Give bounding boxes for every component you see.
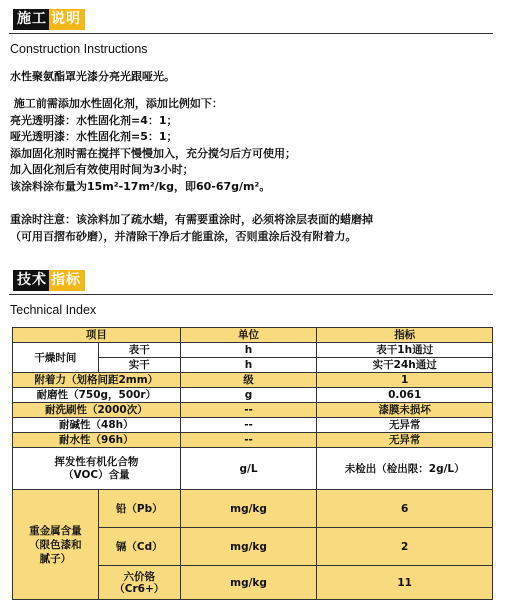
dry-surface-value: 表干1h通过	[317, 343, 493, 358]
chromium-value: 11	[317, 566, 493, 600]
voc-label-line2: （VOC）含量	[63, 468, 130, 481]
recoat-note-line: 重涂时注意：该涂料加了疏水蜡，有需要重涂时，必须将涂层表面的蜡磨掉	[10, 213, 373, 226]
header-item: 项目	[13, 328, 181, 343]
instruction-line: 哑光透明漆：水性固化剂=5：1；	[10, 130, 178, 143]
heavy-metal-line1: 重金属含量	[29, 524, 82, 537]
abrasion-unit: g	[180, 388, 317, 403]
header-unit: 单位	[180, 328, 317, 343]
section-subtitle-technical: Technical Index	[10, 303, 97, 317]
section-title-tag	[9, 9, 90, 30]
lead-label: 铅（Pb）	[98, 490, 180, 528]
scrub-value: 漆膜未损坏	[317, 403, 493, 418]
cadmium-label: 镉（Cd）	[98, 528, 180, 566]
instruction-line: 添加固化剂时需在搅拌下慢慢加入，充分搅匀后方可使用；	[10, 146, 296, 160]
dry-surface-unit: h	[180, 343, 317, 358]
section-header-construction	[9, 9, 493, 34]
dry-hard-value: 实干24h通过	[317, 358, 493, 373]
table-header-row	[13, 328, 493, 343]
voc-value: 未检出（检出限：2g/L）	[317, 448, 493, 490]
section-title-part-a: 技术	[13, 270, 49, 291]
cadmium-value: 2	[317, 528, 493, 566]
cadmium-unit: mg/kg	[180, 528, 317, 566]
lead-value: 6	[317, 490, 493, 528]
dry-time-label: 干燥时间	[13, 343, 99, 373]
water-unit: --	[180, 433, 317, 448]
table-row	[13, 343, 493, 358]
chromium-label	[98, 566, 180, 600]
table-row	[13, 373, 493, 388]
instruction-line: 加入固化剂后有效使用时间为3小时；	[10, 163, 194, 176]
header-index: 指标	[317, 328, 493, 343]
dry-hard-unit: h	[180, 358, 317, 373]
alkali-unit: --	[180, 418, 317, 433]
abrasion-value: 0.061	[317, 388, 493, 403]
chromium-label-line1: 六价铬	[123, 570, 155, 583]
table-row	[13, 490, 493, 528]
instruction-line: 亮光透明漆：水性固化剂=4：1；	[10, 113, 178, 127]
technical-index-table	[12, 327, 493, 600]
heavy-metal-line3: 腻子）	[39, 552, 72, 565]
voc-label	[13, 448, 181, 490]
lead-unit: mg/kg	[180, 490, 317, 528]
instruction-line: 水性聚氨酯罩光漆分亮光跟哑光。	[10, 70, 175, 83]
dry-surface-label: 表干	[98, 343, 180, 358]
table-row	[13, 418, 493, 433]
voc-label-line1: 挥发性有机化合物	[54, 455, 139, 468]
section-title-part-a: 施工	[13, 9, 49, 30]
scrub-label: 耐洗刷性（2000次）	[13, 403, 181, 418]
scrub-unit: --	[180, 403, 317, 418]
alkali-value: 无异常	[317, 418, 493, 433]
water-label: 耐水性（96h）	[13, 433, 181, 448]
alkali-label: 耐碱性（48h）	[13, 418, 181, 433]
section-header-technical	[9, 270, 493, 295]
adhesion-label: 附着力（划格间距2mm）	[13, 373, 181, 388]
section-title-part-b: 指标	[49, 270, 85, 291]
chromium-unit: mg/kg	[180, 566, 317, 600]
adhesion-unit: 级	[180, 373, 317, 388]
table-row	[13, 403, 493, 418]
section-title-part-b: 说明	[49, 9, 85, 30]
chromium-label-line2: （Cr6+）	[114, 582, 165, 595]
table-row	[13, 433, 493, 448]
water-value: 无异常	[317, 433, 493, 448]
instruction-line: 施工前需添加水性固化剂，添加比例如下：	[10, 97, 223, 110]
heavy-metal-label	[13, 490, 99, 600]
abrasion-label: 耐磨性（750g，500r）	[13, 388, 181, 403]
section-subtitle-construction: Construction Instructions	[10, 42, 148, 56]
adhesion-value: 1	[317, 373, 493, 388]
table-row	[13, 448, 493, 490]
instruction-line: 该涂料涂布量为15m²-17m²/kg，即60-67g/m²。	[10, 179, 271, 193]
voc-unit: g/L	[180, 448, 317, 490]
dry-hard-label: 实干	[98, 358, 180, 373]
recoat-note-line: （可用百摺布砂磨），并清除干净后才能重涂，否则重涂后没有附着力。	[10, 230, 357, 243]
heavy-metal-line2: （限色漆和	[29, 538, 82, 551]
table-row	[13, 388, 493, 403]
section-title-tag	[9, 270, 90, 291]
